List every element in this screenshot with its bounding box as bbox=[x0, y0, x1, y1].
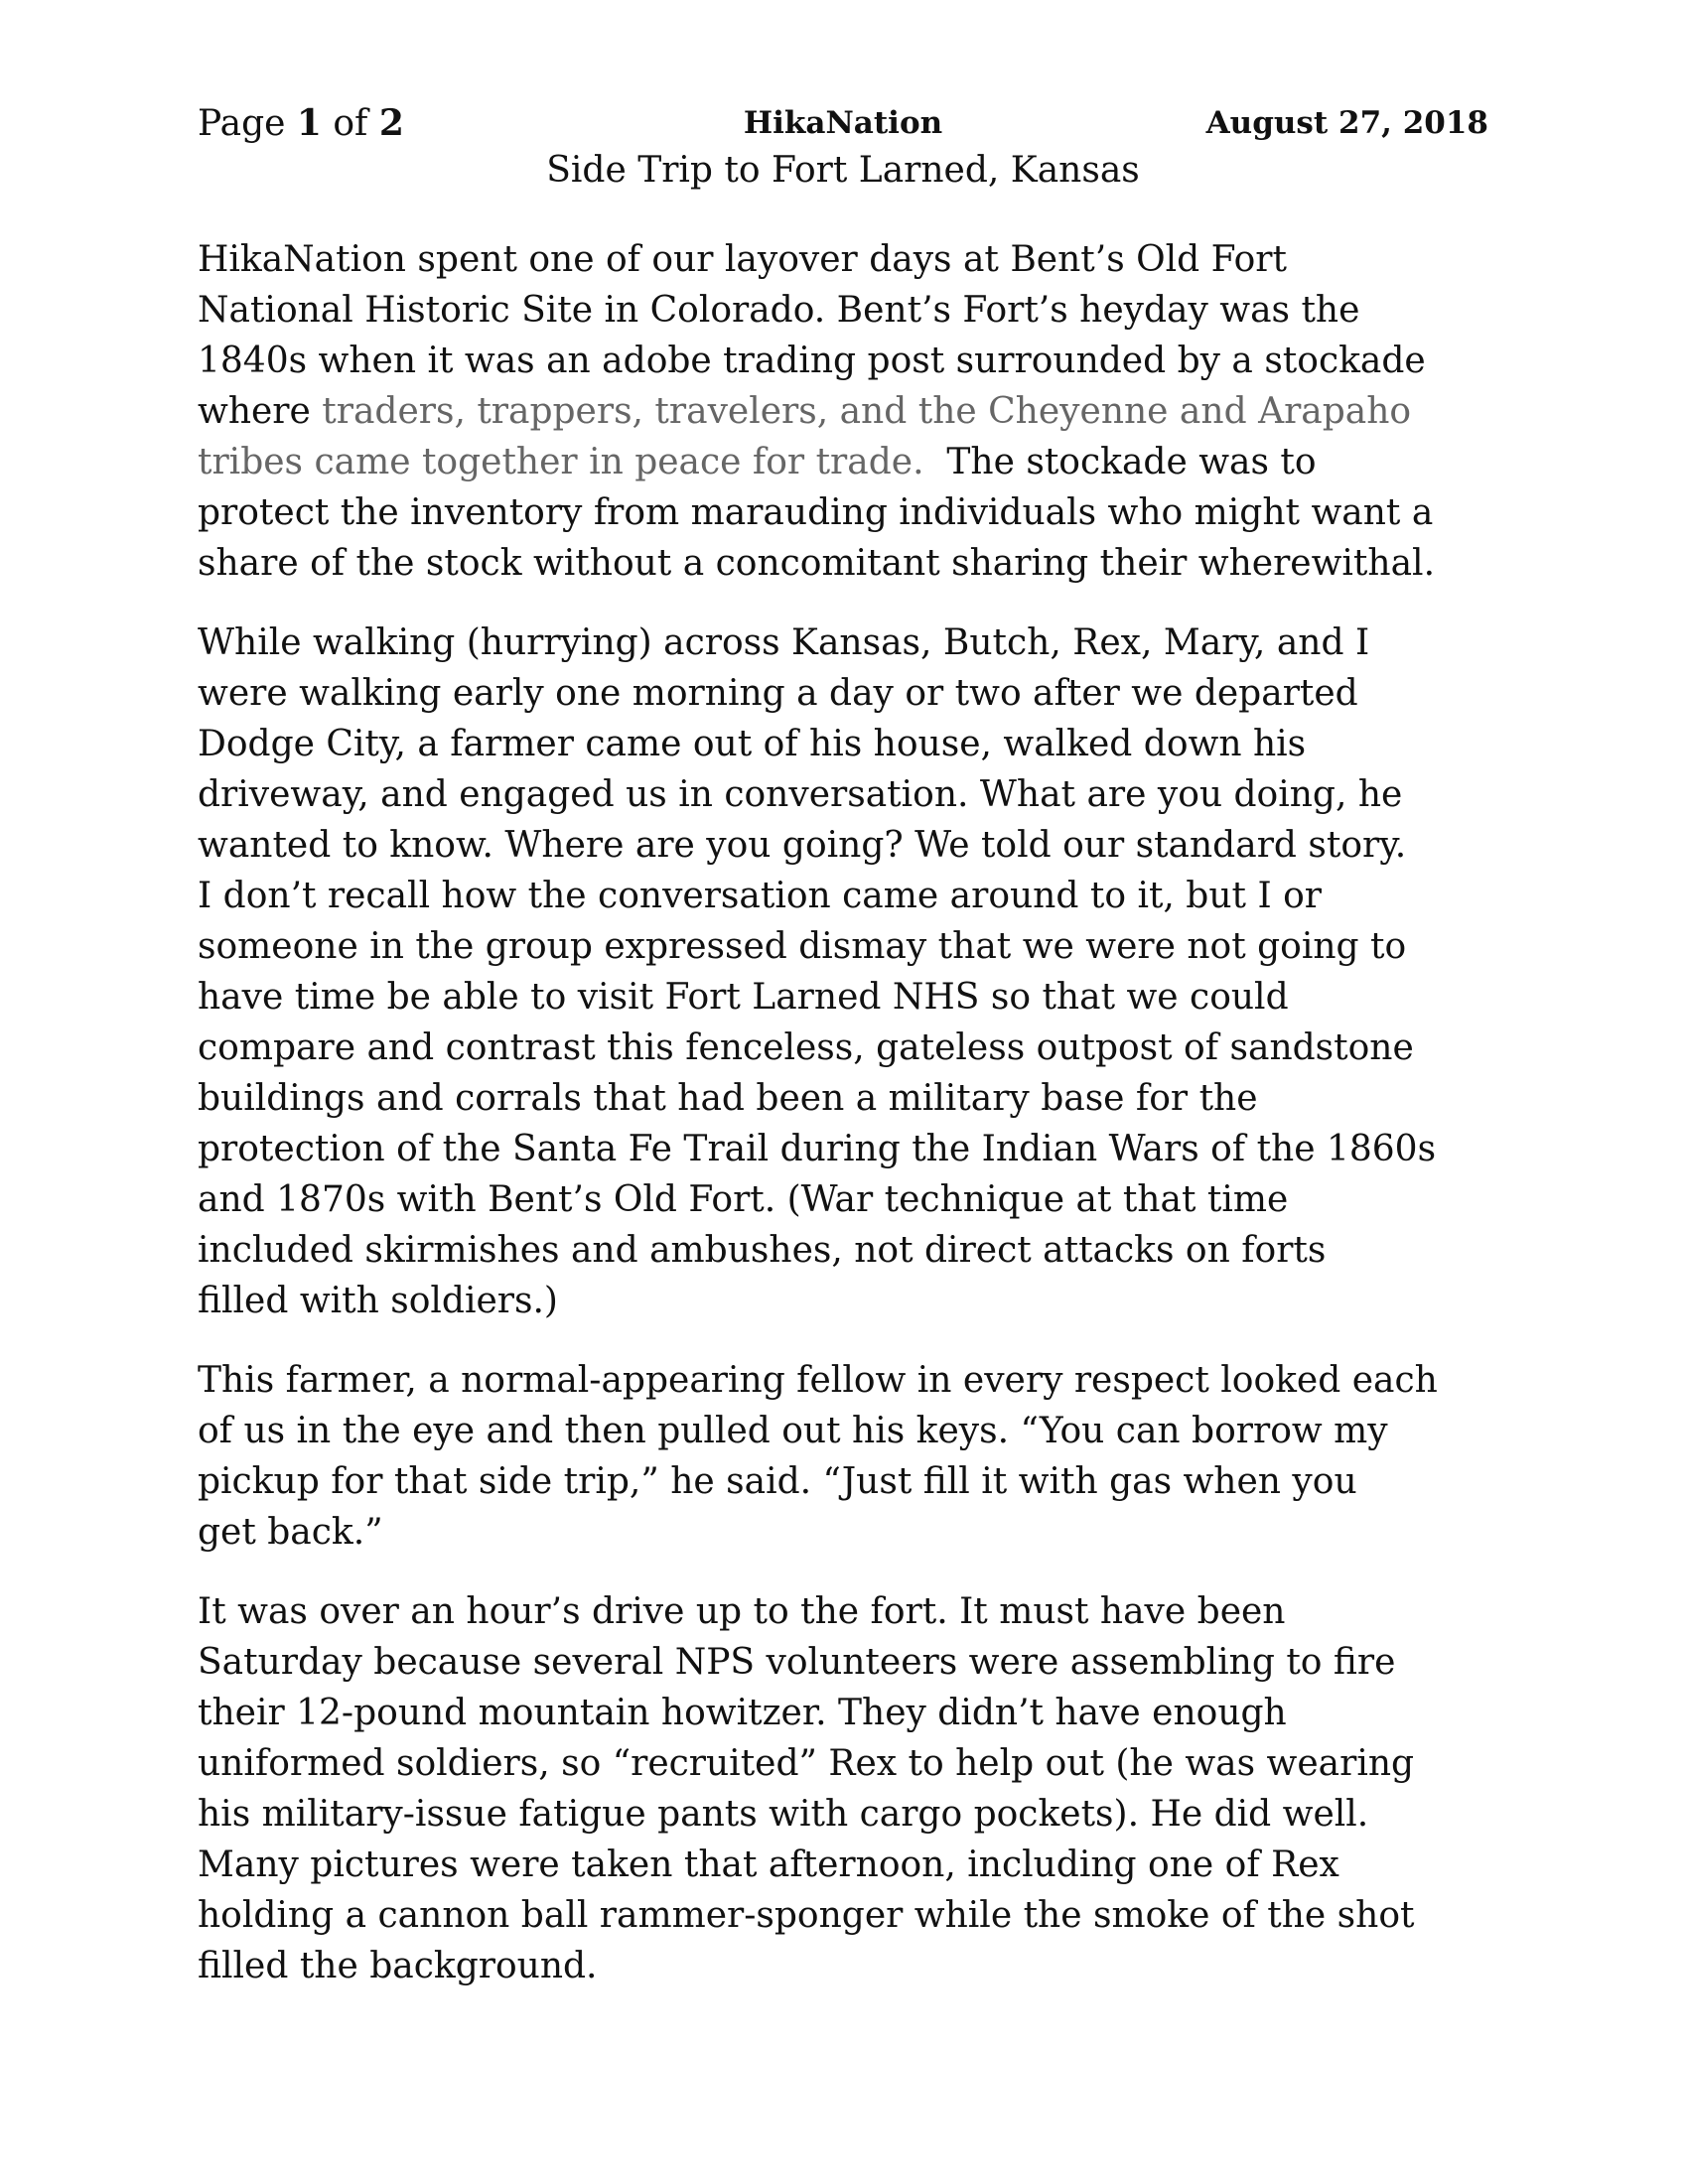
text-line: buildings and corrals that had been a military base for the bbox=[198, 1078, 1258, 1119]
text-line: someone in the group expressed dismay that we were not going to bbox=[198, 926, 1407, 967]
text-line: HikaNation spent one of our layover days at Bent’s Old Fort bbox=[198, 239, 1287, 280]
text-line: share of the stock without a concomitant sharing their wherewithal. bbox=[198, 543, 1436, 584]
text-line: This farmer, a normal-appearing fellow in every respect looked each bbox=[198, 1360, 1438, 1401]
text-segment: where bbox=[198, 391, 323, 432]
text-line: their 12-pound mountain howitzer. They didn’t have enough bbox=[198, 1693, 1287, 1733]
page-header bbox=[198, 99, 1488, 147]
text-line: Dodge City, a farmer came out of his house, walked down his bbox=[198, 724, 1307, 764]
text-line: compare and contrast this fenceless, gateless outpost of sandstone bbox=[198, 1027, 1414, 1068]
text-line: Many pictures were taken that afternoon, including one of Rex bbox=[198, 1844, 1339, 1885]
paragraph-3 bbox=[198, 1355, 1488, 1558]
text-line: holding a cannon ball rammer-sponger while the smoke of the shot bbox=[198, 1895, 1415, 1936]
document-date: August 27, 2018 bbox=[1205, 105, 1488, 141]
paragraph-4 bbox=[198, 1586, 1488, 1991]
text-line: and 1870s with Bent’s Old Fort. (War technique at that time bbox=[198, 1179, 1289, 1220]
text-line: included skirmishes and ambushes, not direct attacks on forts bbox=[198, 1230, 1327, 1271]
text-line: were walking early one morning a day or two after we departed bbox=[198, 673, 1358, 714]
text-line: wanted to know. Where are you going? We told our standard story. bbox=[198, 825, 1407, 866]
page-total: 2 bbox=[378, 102, 404, 144]
text-line: Saturday because several NPS volunteers were assembling to fire bbox=[198, 1642, 1396, 1683]
text-line: filled with soldiers.) bbox=[198, 1281, 558, 1321]
text-line bbox=[198, 437, 1488, 487]
quoted-text: tribes came together in peace for trade. bbox=[198, 442, 924, 482]
quoted-text: traders, trappers, travelers, and the Cheyenne and Arapaho bbox=[322, 391, 1412, 432]
text-line bbox=[198, 386, 1488, 437]
paragraph-1 bbox=[198, 234, 1488, 589]
site-name: HikaNation bbox=[743, 105, 943, 141]
text-segment: The stockade was to bbox=[923, 442, 1317, 482]
text-line: National Historic Site in Colorado. Bent’s Fort’s heyday was the bbox=[198, 290, 1360, 331]
page-prefix: Page bbox=[198, 103, 297, 144]
text-line: filled the background. bbox=[198, 1946, 598, 1986]
text-line: I don’t recall how the conversation came around to it, but I or bbox=[198, 876, 1322, 916]
page-of: of bbox=[321, 103, 379, 144]
text-line: It was over an hour’s drive up to the fort. It must have been bbox=[198, 1591, 1286, 1632]
text-line: While walking (hurrying) across Kansas, Butch, Rex, Mary, and I bbox=[198, 622, 1370, 663]
text-line: have time be able to visit Fort Larned NHS so that we could bbox=[198, 977, 1289, 1018]
document-page bbox=[198, 99, 1488, 1991]
text-line: protection of the Santa Fe Trail during the Indian Wars of the 1860s bbox=[198, 1129, 1437, 1169]
text-line: protect the inventory from marauding individuals who might want a bbox=[198, 492, 1434, 533]
text-line: get back.” bbox=[198, 1512, 383, 1553]
paragraph-2 bbox=[198, 617, 1488, 1326]
page-number: 1 bbox=[296, 102, 322, 144]
text-line: 1840s when it was an adobe trading post surrounded by a stockade bbox=[198, 341, 1426, 381]
text-line: his military-issue fatigue pants with cargo pockets). He did well. bbox=[198, 1794, 1369, 1835]
text-line: pickup for that side trip,” he said. “Just fill it with gas when you bbox=[198, 1461, 1357, 1502]
text-line: of us in the eye and then pulled out his keys. “You can borrow my bbox=[198, 1411, 1388, 1451]
text-line: uniformed soldiers, so “recruited” Rex to help out (he was wearing bbox=[198, 1743, 1415, 1784]
text-line: driveway, and engaged us in conversation. What are you doing, he bbox=[198, 774, 1403, 815]
document-title: Side Trip to Fort Larned, Kansas bbox=[546, 150, 1140, 191]
